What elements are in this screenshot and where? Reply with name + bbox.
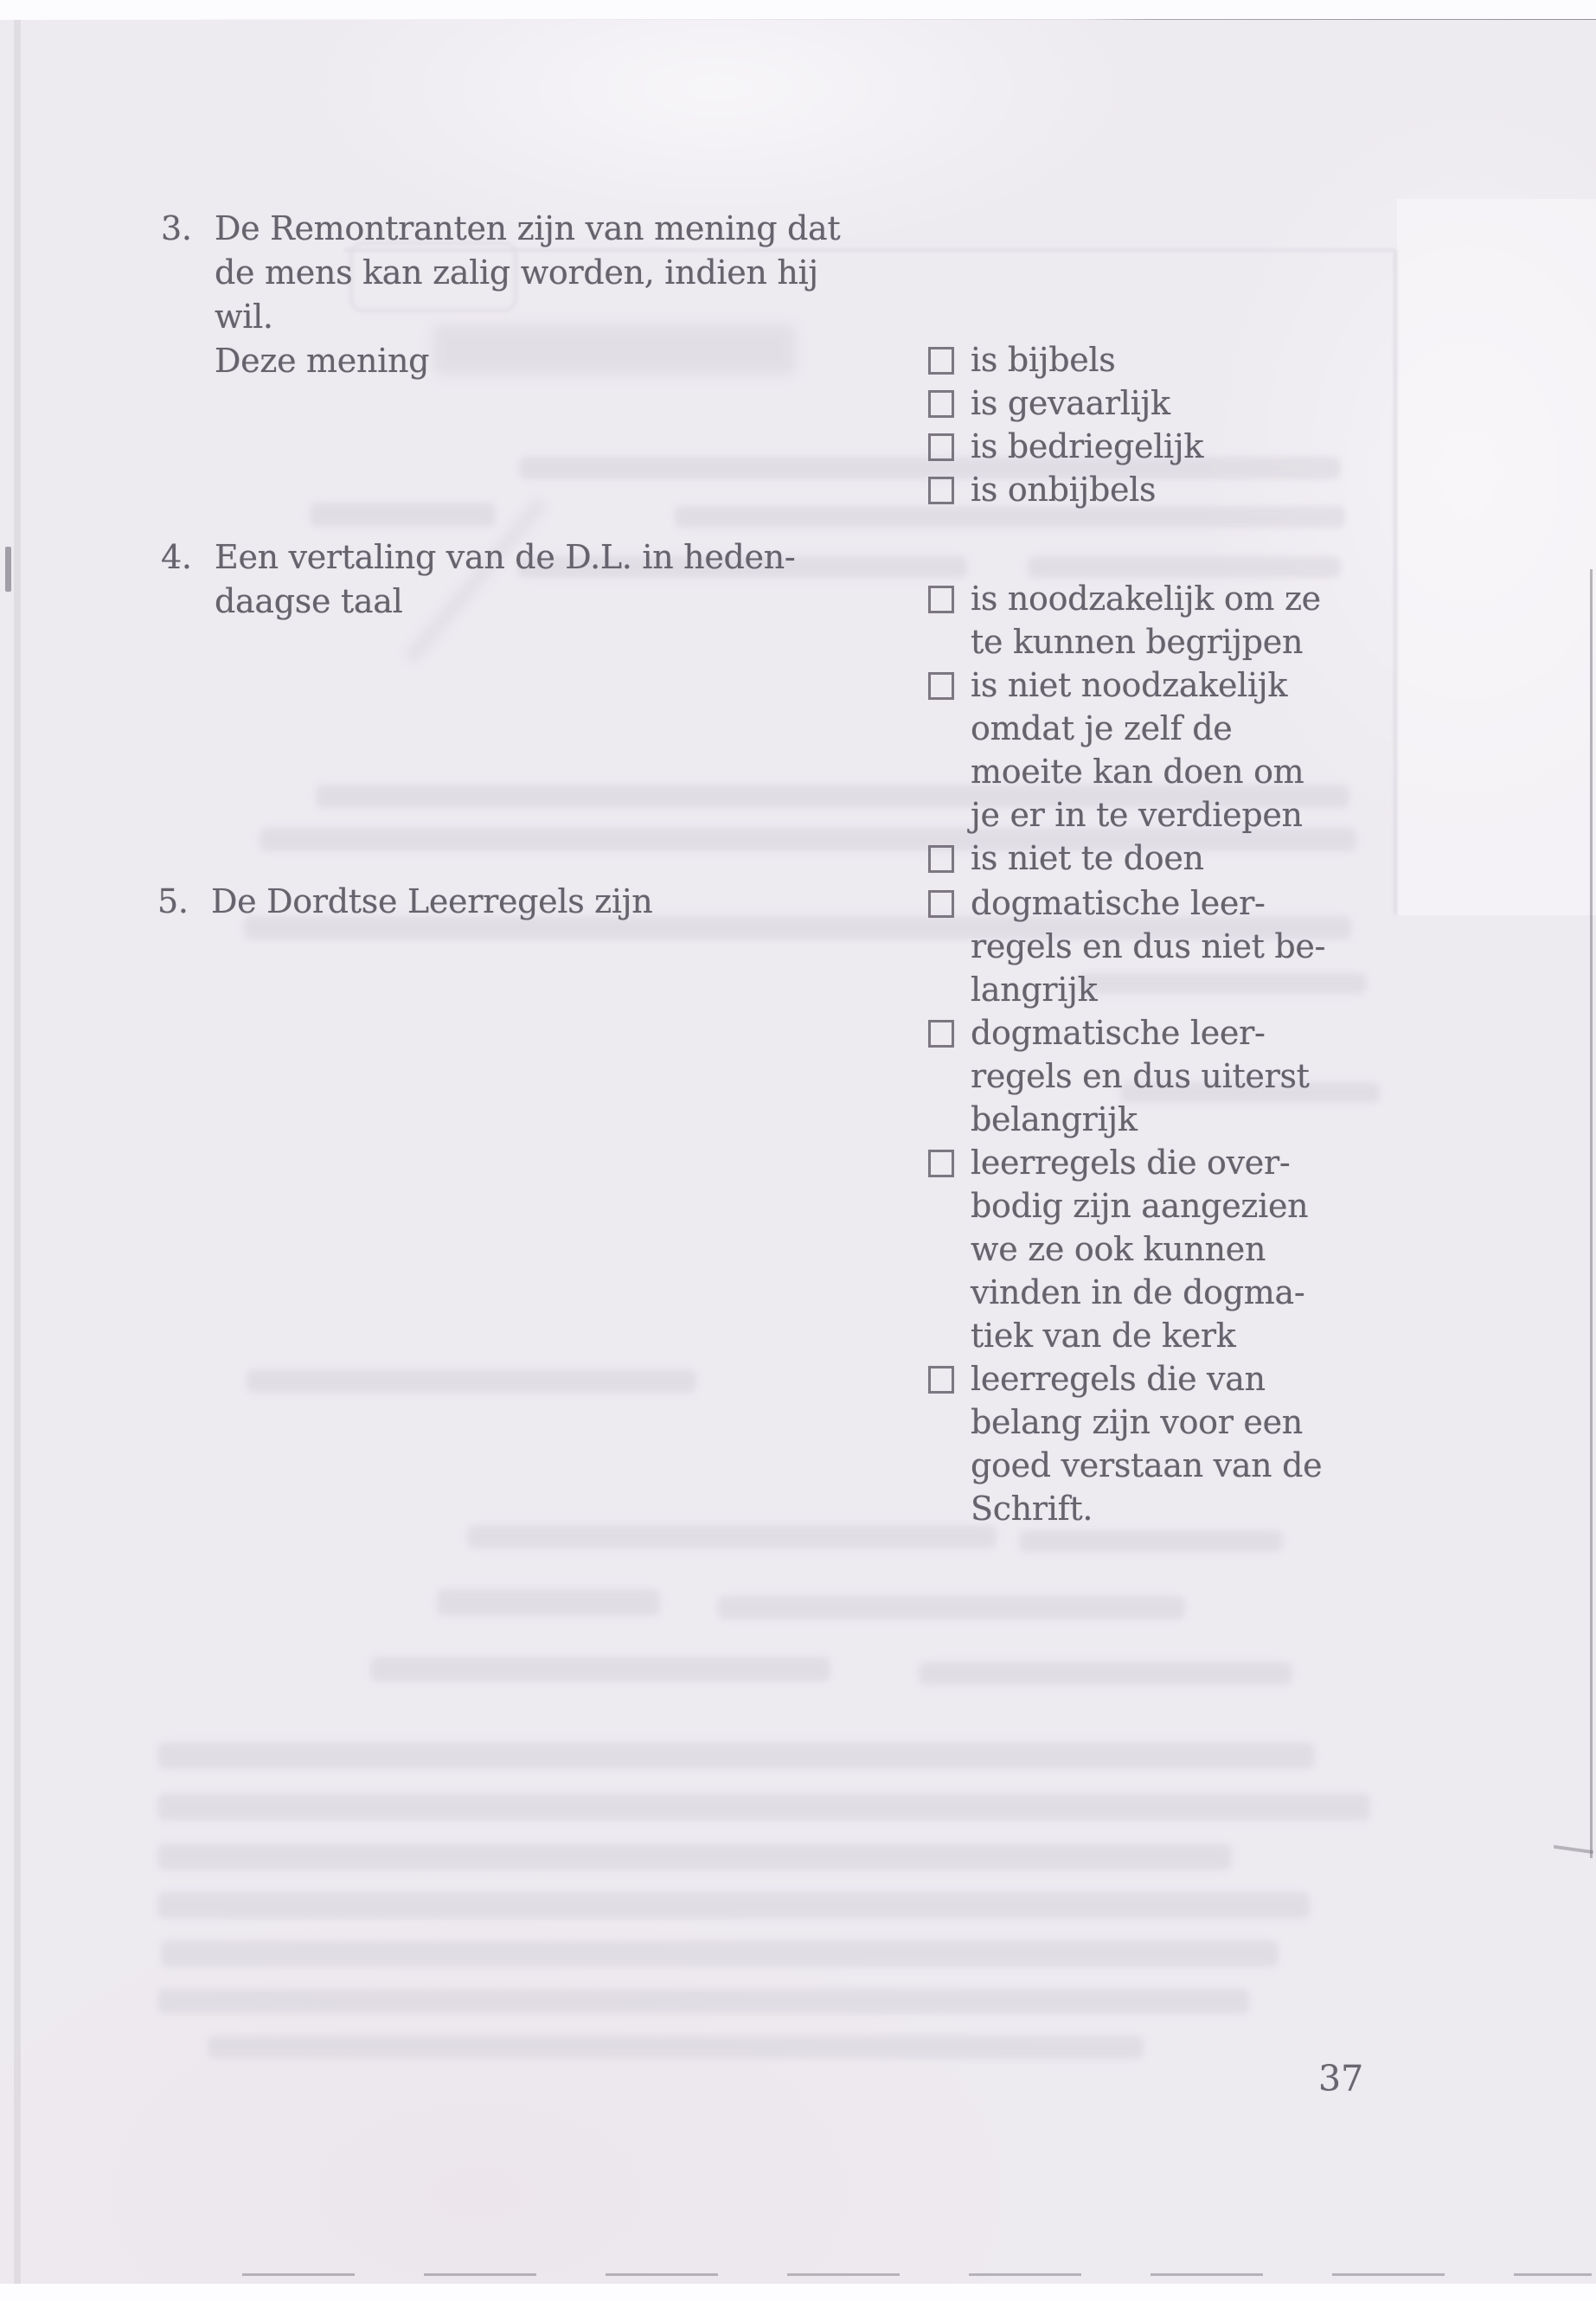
checkbox-icon[interactable] (928, 347, 954, 375)
question-number: 4. (161, 538, 192, 576)
scan-top-margin (0, 0, 1596, 20)
bleedthrough-line (157, 1843, 1232, 1870)
question-number: 3. (161, 209, 192, 247)
answer-option (928, 577, 1321, 663)
question-text-line: de mens kan zalig worden, indien hij (215, 253, 818, 292)
question-text-line (157, 880, 652, 924)
checkbox-icon[interactable] (928, 845, 954, 873)
question-text: De Dordtse Leerregels zijn (211, 882, 653, 920)
bleedthrough-line (310, 503, 496, 527)
checkbox-icon[interactable] (928, 586, 954, 613)
option-label: is niet te doen (971, 839, 1204, 877)
bleedthrough-frame-right (1394, 250, 1397, 914)
checkbox-icon[interactable] (928, 672, 954, 700)
question-4-text (161, 535, 795, 624)
answer-option (928, 836, 1321, 880)
question-5-text (157, 880, 652, 924)
checkbox-icon[interactable] (928, 477, 954, 504)
bleedthrough-line (157, 1742, 1315, 1769)
question-text-line (161, 207, 840, 251)
option-label: is noodzakelijk om ze te kunnen begrijpen (971, 580, 1321, 661)
question-3-options (928, 338, 1203, 511)
option-label: leerregels die van belang zijn voor een goed verstaan van de Schrift. (971, 1360, 1323, 1528)
option-label: dogmatische leer- regels en dus niet be- langrijk (971, 884, 1326, 1009)
option-label: is bijbels (971, 341, 1116, 379)
option-label: is bedriegelijk (971, 427, 1204, 465)
bleedthrough-line (1019, 1530, 1283, 1552)
answer-option (928, 338, 1203, 381)
answer-option (928, 1357, 1325, 1530)
question-text-line (161, 535, 795, 580)
bleedthrough-light-area (1397, 199, 1596, 915)
question-text-line: wil. (215, 298, 273, 336)
answer-option (928, 881, 1325, 1011)
answer-option (928, 1011, 1325, 1141)
answer-option (928, 1141, 1325, 1357)
option-label: leerregels die over- bodig zijn aangezien we ze ook kunnen vinden in de dogma- tiek van de kerk (971, 1144, 1309, 1355)
answer-option (928, 468, 1203, 511)
question-5-options (928, 881, 1325, 1530)
question-text-line: Deze mening (215, 342, 430, 380)
question-text: De Remontranten zijn van mening dat (215, 209, 841, 247)
option-label: is niet noodzakelijk omdat je zelf de moeite kan doen om je er in te verdiepen (971, 666, 1304, 834)
bleedthrough-line (919, 1662, 1292, 1685)
option-label: dogmatische leer- regels en dus uiterst belangrijk (971, 1014, 1310, 1138)
page-number: 37 (1318, 2058, 1364, 2099)
scan-artifact-left-tick (5, 547, 11, 592)
bleedthrough-line (208, 2035, 1144, 2059)
page-bottom-edge (242, 2273, 1592, 2276)
checkbox-icon[interactable] (928, 890, 954, 918)
bleedthrough-line (467, 1525, 997, 1548)
question-text: Een vertaling van de D.L. in heden- (215, 538, 796, 576)
question-number: 5. (157, 882, 189, 920)
answer-option (928, 425, 1203, 468)
checkbox-icon[interactable] (928, 1366, 954, 1394)
answer-option (928, 381, 1203, 425)
question-text-line: daagse taal (215, 582, 403, 620)
paper-surface (0, 20, 1596, 2284)
bleedthrough-line (370, 1657, 830, 1682)
bleedthrough-line (157, 1989, 1249, 2014)
answer-option (928, 663, 1321, 836)
bleedthrough-line (157, 1892, 1310, 1919)
option-label: is onbijbels (971, 471, 1157, 509)
page-right-edge (1590, 569, 1593, 1858)
bleedthrough-line (437, 1589, 660, 1616)
checkbox-icon[interactable] (928, 1150, 954, 1177)
scan-bottom-margin (0, 2284, 1596, 2301)
bleedthrough-line (247, 1369, 696, 1393)
checkbox-icon[interactable] (928, 390, 954, 418)
checkbox-icon[interactable] (928, 1020, 954, 1048)
question-4-options (928, 577, 1321, 880)
bleedthrough-line (161, 1940, 1279, 1967)
page-left-edge (14, 20, 21, 2284)
question-3-text (161, 207, 840, 383)
bleedthrough-line (157, 1793, 1370, 1821)
option-label: is gevaarlijk (971, 384, 1170, 422)
bleedthrough-line (718, 1596, 1185, 1619)
checkbox-icon[interactable] (928, 433, 954, 461)
bleedthrough-line (1028, 556, 1341, 578)
